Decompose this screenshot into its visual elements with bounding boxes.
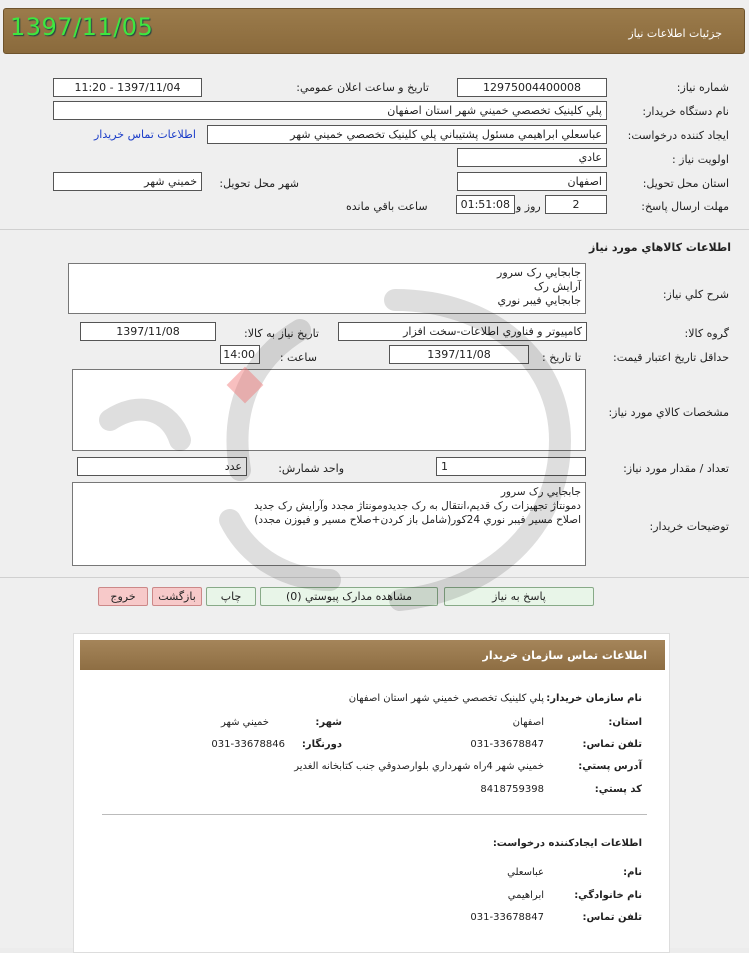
buyer-notes-label: توضيحات خريدار:	[649, 520, 729, 533]
reply-button[interactable]: پاسخ به نياز	[444, 587, 594, 606]
divider	[0, 577, 749, 578]
contact-postal-value: 8418759398	[480, 784, 544, 795]
contact-phone-label: تلفن تماس:	[582, 739, 642, 750]
contact-card-header	[80, 640, 665, 670]
creator-label: ايجاد کننده درخواست:	[627, 129, 729, 142]
province-field: اصفهان	[457, 172, 607, 191]
city-label: شهر محل تحويل:	[219, 177, 299, 190]
unit-label: واحد شمارش:	[278, 462, 344, 475]
announce-label: تاريخ و ساعت اعلان عمومي:	[296, 81, 429, 94]
goods-group-field: کامپيوتر و فناوري اطلاعات-سخت افزار	[338, 322, 587, 341]
days-label: روز و	[516, 200, 541, 213]
header-title: جزئيات اطلاعات نياز	[628, 27, 722, 40]
contact-org-label: نام سازمان خريدار:	[546, 693, 642, 704]
creator-info-title: اطلاعات ايجادکننده درخواست:	[492, 838, 642, 849]
creator-field: عباسعلي ابراهيمي مسئول پشتيباني پلي کلينيک تخصصي خميني شهر	[207, 125, 607, 144]
contact-card-title: اطلاعات تماس سازمان خريدار	[482, 649, 647, 662]
specs-label: مشخصات کالاي مورد نياز:	[608, 406, 729, 419]
buyer-org-label: نام دستگاه خريدار:	[642, 105, 729, 118]
back-button[interactable]: بازگشت	[152, 587, 202, 606]
contact-address-label: آدرس پستي:	[578, 761, 642, 772]
contact-phone-value: 031-33678847	[470, 739, 544, 750]
deadline-label: مهلت ارسال پاسخ:	[641, 200, 729, 213]
contact-postal-label: کد پستي:	[594, 784, 642, 795]
creator-phone-value: 031-33678847	[470, 912, 544, 923]
creator-family-value: ابراهيمي	[507, 890, 544, 901]
contact-city-label: شهر:	[315, 717, 342, 728]
goods-section-title: اطلاعات کالاهاي مورد نياز	[589, 241, 731, 254]
creator-name-label: نام:	[623, 867, 642, 878]
contact-divider	[102, 814, 647, 815]
unit-field: عدد	[77, 457, 247, 476]
city-field: خميني شهر	[53, 172, 202, 191]
contact-city-value: خميني شهر	[220, 717, 269, 728]
contact-org-value: پلي کلينيک تخصصي خميني شهر استان اصفهان	[348, 693, 544, 704]
summary-label: شرح کلي نياز:	[662, 288, 729, 301]
hour-label: ساعت :	[279, 351, 317, 364]
contact-province-label: استان:	[608, 717, 642, 728]
priority-field: عادي	[457, 148, 607, 167]
until-date-field: 1397/11/08	[389, 345, 529, 364]
divider	[0, 229, 749, 230]
header-bar	[3, 8, 745, 54]
need-number-label: شماره نياز:	[676, 81, 729, 94]
remaining-label: ساعت باقي مانده	[346, 200, 428, 213]
need-date-label: تاريخ نياز به کالا:	[244, 327, 319, 340]
qty-field: 1	[436, 457, 586, 476]
specs-box	[72, 369, 586, 451]
time-field: 01:51:08	[456, 195, 515, 214]
hour-field: 14:00	[220, 345, 260, 364]
days-field: 2	[545, 195, 607, 214]
creator-name-value: عباسعلي	[507, 867, 544, 878]
creator-phone-label: تلفن تماس:	[582, 912, 642, 923]
contact-card	[73, 633, 670, 953]
announce-field: 1397/11/04 - 11:20	[53, 78, 202, 97]
header-date: 1397/11/05	[10, 13, 154, 41]
buyer-contact-link[interactable]: اطلاعات تماس خريدار	[94, 128, 196, 141]
until-date-label: تا تاريخ :	[542, 351, 581, 364]
buyer-org-field: پلي کلينيک تخصصي خميني شهر استان اصفهان	[53, 101, 607, 120]
attachments-button[interactable]: مشاهده مدارک پيوستي (0)	[260, 587, 438, 606]
priority-label: اولويت نياز :	[671, 153, 729, 166]
print-button[interactable]: چاپ	[206, 587, 256, 606]
goods-group-label: گروه کالا:	[684, 327, 729, 340]
min-validity-label: حداقل تاريخ اعتبار قيمت:	[613, 351, 729, 364]
summary-textarea: جابجايي رک سرور آرايش رک جابجايي فيبر نوري	[68, 263, 586, 314]
need-number-field: 12975004400008	[457, 78, 607, 97]
buyer-notes-box: جابجايي رک سرور دمونتاژ تجهيزات رک قديم،انتقال به رک جديدومونتاژ مجدد وآرايش رک جديد اصلاح مسير فيبر نوري 24کور(شامل باز کردن+صلاح مسير و فيوزن مجدد)	[72, 482, 586, 566]
contact-fax-label: دورنگار:	[301, 739, 342, 750]
creator-family-label: نام خانوادگي:	[574, 890, 642, 901]
need-date-field: 1397/11/08	[80, 322, 216, 341]
contact-fax-value: 031-33678846	[211, 739, 285, 750]
exit-button[interactable]: خروج	[98, 587, 148, 606]
province-label: استان محل تحويل:	[642, 177, 729, 190]
contact-province-value: اصفهان	[512, 717, 544, 728]
contact-address-value: خميني شهر 4راه شهرداري بلوارصدوقي جنب کتابخانه الغدير	[294, 761, 544, 772]
qty-label: تعداد / مقدار مورد نياز:	[623, 462, 729, 475]
